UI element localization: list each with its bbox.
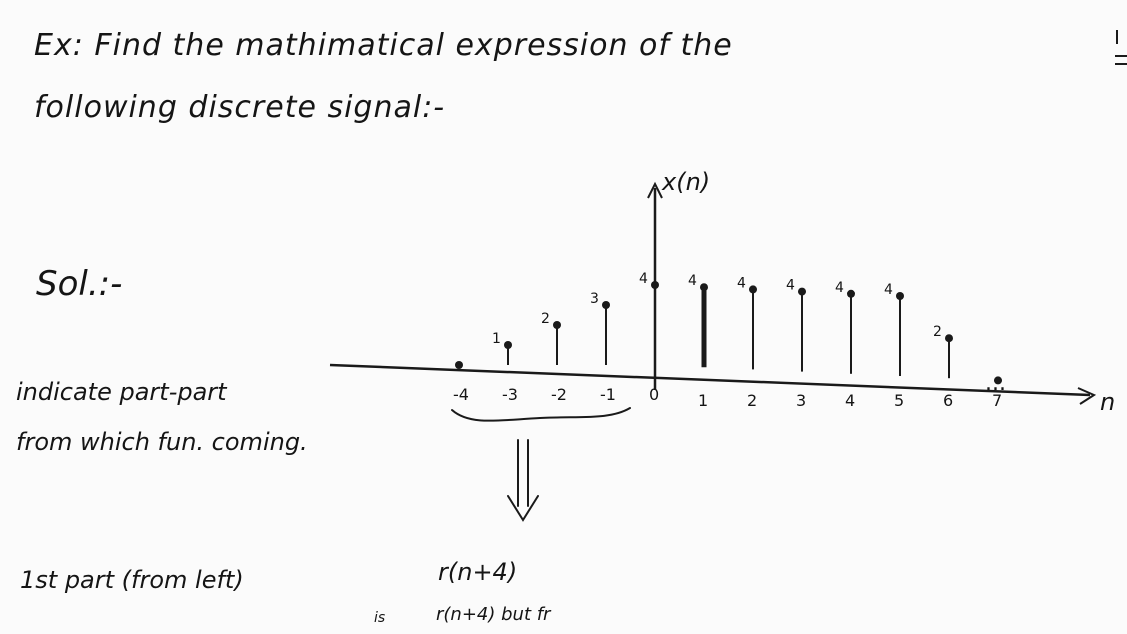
stem-point (651, 281, 659, 289)
double-arrow (508, 440, 538, 520)
x-axis-label: n (1100, 388, 1116, 416)
stem-point (847, 290, 855, 298)
annotation-line-1: indicate part-part (16, 378, 227, 406)
stem-point (798, 288, 806, 296)
tick-label: 1 (698, 391, 709, 410)
y-axis-label: x(n) (662, 168, 711, 196)
ramp-expression-continued: r(n+4) but fr (436, 604, 551, 625)
stem-point (504, 341, 512, 349)
brace (452, 408, 630, 421)
tick-label: -3 (502, 385, 518, 404)
stem-point (945, 334, 953, 342)
data-label: 4 (688, 273, 697, 290)
annotation-line-2: from which fun. coming. (16, 428, 308, 456)
tick-label: 2 (747, 391, 758, 410)
tick-label: 5 (894, 391, 905, 410)
tick-label: 0 (649, 385, 660, 404)
stem-point (602, 301, 610, 309)
data-label: 2 (541, 311, 550, 327)
x-axis (330, 365, 1090, 395)
data-label: 2 (933, 324, 942, 341)
data-label: 4 (639, 271, 648, 287)
tick-label: 3 (796, 391, 807, 410)
tick-label: 7 (992, 391, 1003, 410)
data-label: 4 (786, 277, 795, 294)
tick-label: 4 (845, 391, 856, 410)
stem-point (700, 283, 708, 291)
stem-point (455, 361, 463, 369)
tick-label: -4 (453, 385, 469, 404)
data-label: 4 (884, 282, 893, 298)
tick-label: 6 (943, 391, 954, 410)
is-word: is (374, 610, 386, 626)
tick-label: -2 (551, 385, 567, 404)
data-label: 4 (835, 279, 844, 296)
solution-label: Sol.:- (36, 264, 123, 304)
edge-mark (1113, 28, 1127, 70)
stem-point (896, 292, 904, 300)
data-label: 4 (737, 275, 746, 292)
first-part-text: 1st part (from left) (20, 566, 244, 594)
data-label: 1 (492, 331, 501, 347)
stem-point (749, 285, 757, 293)
data-label: 3 (590, 291, 599, 307)
stem-point (553, 321, 561, 329)
ramp-expression: r(n+4) (438, 558, 518, 586)
problem-line-2: following discrete signal:- (34, 90, 446, 125)
continuation-dots: ... (985, 371, 1006, 396)
tick-label: -1 (600, 385, 616, 404)
problem-line-1: Ex: Find the mathimatical expression of the (34, 28, 733, 63)
